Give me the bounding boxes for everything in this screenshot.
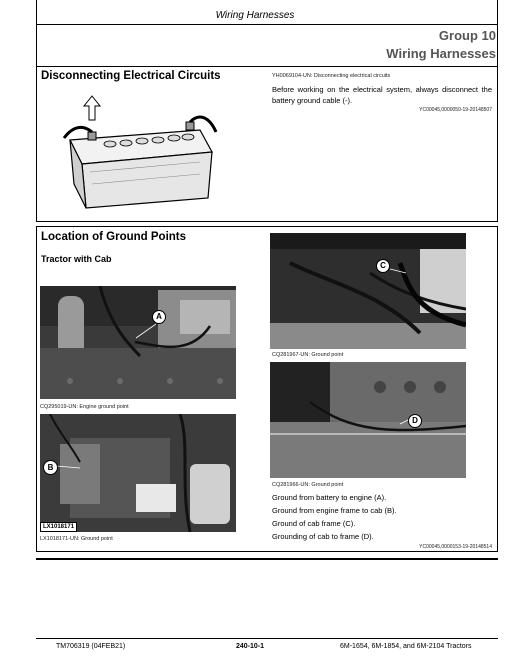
- section-title-disconnecting: Disconnecting Electrical Circuits: [41, 70, 221, 82]
- photo-tag-b: LX1018171: [40, 522, 77, 532]
- callout-d: D: [408, 414, 422, 428]
- ground-item-4: Grounding of cab to frame (D).: [272, 532, 374, 541]
- caption-photo-d: CQ281966-UN: Ground point: [272, 482, 344, 488]
- ground-item-2: Ground from engine frame to cab (B).: [272, 506, 397, 515]
- callout-b: B: [43, 460, 58, 475]
- header-rule: [36, 24, 498, 25]
- footer-rule: [36, 638, 498, 639]
- ref-ground-points: YC00045,0000153-19-20148514: [419, 544, 492, 550]
- caption-photo-c: CQ281967-UN: Ground point: [272, 352, 344, 358]
- group-title: Wiring Harnesses: [386, 46, 496, 61]
- ref-disconnecting: YC00045,0000050-19-20148507: [419, 107, 492, 113]
- subtitle-tractor-with-cab: Tractor with Cab: [41, 254, 112, 264]
- running-header: Wiring Harnesses: [215, 10, 295, 21]
- battery-illustration: [60, 92, 220, 210]
- photo-engine-ground-point: [40, 286, 236, 399]
- photo-ground-point-b: [40, 414, 236, 532]
- callout-c: C: [376, 259, 390, 273]
- ground-item-3: Ground of cab frame (C).: [272, 519, 356, 528]
- caption-photo-a: CQ295019-UN: Engine ground point: [40, 404, 129, 410]
- callout-a: A: [152, 310, 166, 324]
- photo-ground-point-c: [270, 233, 466, 349]
- footer-models: 6M-1654, 6M-1854, and 6M-2104 Tractors: [340, 643, 472, 650]
- footer-page-number: 240-10-1: [236, 643, 265, 650]
- group-number: Group 10: [438, 28, 496, 43]
- photo-ground-point-d: [270, 362, 466, 478]
- section-title-ground-points: Location of Ground Points: [41, 231, 187, 243]
- text-disconnecting: Before working on the electrical system, always disconnect the battery ground cable (-).: [272, 85, 492, 105]
- caption-disconnecting: YH0069104-UN: Disconnecting electrical circuits: [272, 73, 391, 79]
- caption-photo-b: LX1018171-UN: Ground point: [40, 536, 113, 542]
- section-bottom-rule: [36, 558, 498, 560]
- ground-item-1: Ground from battery to engine (A).: [272, 493, 387, 502]
- footer-doc-id: TM706319 (04FEB21): [56, 643, 126, 650]
